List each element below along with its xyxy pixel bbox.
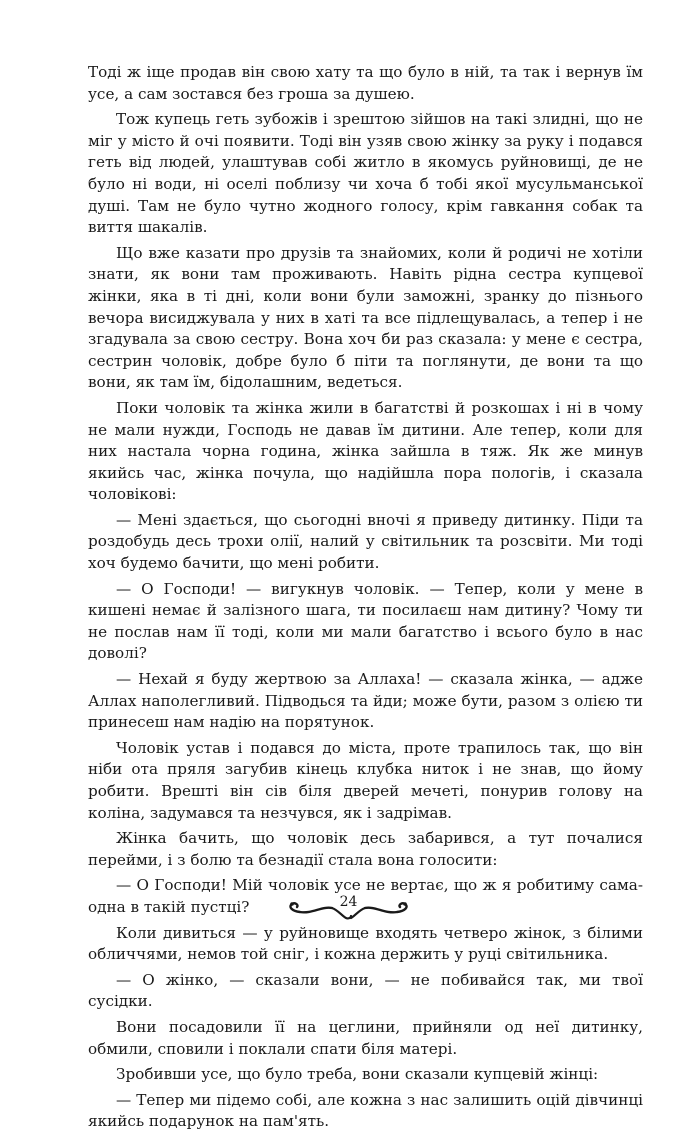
paragraph-1: Тоді ж іще продав він свою хату та що було в ній, та так і вернув їм усе, а сам зостався без гроша за душею. bbox=[88, 63, 643, 103]
page-footer bbox=[0, 894, 697, 934]
page-body bbox=[88, 62, 643, 1137]
paragraph-4: Поки чоловік та жінка жили в багатстві й розкошах і ні в чому не мали нужди, Господь не давав їм дитини. Але тепер, коли для них настала чорна година, жінка зайшла в тяж. Як же минув якийсь час, жінка почула, що надійшла пора пологів, і сказала чоловікові: bbox=[88, 398, 643, 504]
paragraph-3: Що вже казати про друзів та знайомих, коли й родичі не хотіли знати, як вони там проживають. Навіть рідна сестра купцевої жінки, яка в ті дні, коли вони були заможні, зранку до пізнього вечора висиджувала у них в хаті та все підлещувалась, а тепер і не згадувала за свою сестру. Вона хоч би раз сказала: у мене є сестра, сестрин чоловік, добре було б піти та поглянути, де вони та що вони, як там їм, бідолашним, ведеться. bbox=[88, 243, 643, 392]
paragraph-10: — О Господи! Мій чоловік усе не вертає, що ж я робитиму сама-одна в такій пустці? bbox=[88, 876, 643, 916]
paragraph-2: Тож купець геть зубожів і зрештою зійшов на такі злидні, що не міг у місто й очі появити. Тоді він узяв свою жінку за руку і подався геть від людей, улаштував собі житло в якомусь руйновищі, де не було ні води, ні оселі поблизу чи хоча б тобі якої мусульманської душі. Там не було чутно жодного голосу, крім гавкання собак та виття шакалів. bbox=[88, 110, 643, 237]
page-number: 24 bbox=[339, 894, 358, 910]
paragraph-12: — О жінко, — сказали вони, — не побивайся так, ми твої сусідки. bbox=[88, 970, 643, 1011]
paragraph-15: — Тепер ми підемо собі, але кожна з нас залишить оцій дівчинці якийсь подарунок на пам'ять. bbox=[88, 1090, 643, 1131]
paragraph-13: Вони посадовили її на цеглини, прийняли од неї дитинку, обмили, сповили і поклали спати біля матері. bbox=[88, 1017, 643, 1058]
paragraph-7: — Нехай я буду жертвою за Аллаха! — сказала жінка, — адже Аллах наполегливий. Підводься та йди; може бути, разом з олією ти принесеш нам надію на порятунок. bbox=[88, 670, 643, 732]
paragraph-14: Зробивши усе, що було треба, вони сказали купцевій жінці: bbox=[116, 1065, 599, 1084]
paragraph-9: Жінка бачить, що чоловік десь забарився, а тут почалися перейми, і з болю та безнадії стала вона голосити: bbox=[88, 829, 643, 869]
paragraph-6: — О Господи! — вигукнув чоловік. — Тепер, коли у мене в кишені немає й залізного шага, ти посилаєш нам дитину? Чому ти не послав нам її тоді, коли ми мали багатство і всього було в нас доволі? bbox=[88, 579, 643, 663]
paragraph-8: Чоловік устав і подався до міста, проте трапилось так, що він ніби ота пряля загубив кінець клубка ниток і не знав, що йому робити. Врешті він сів біля дверей мечеті, понурив голову на коліна, задумався та незчувся, як і задрімав. bbox=[88, 738, 643, 822]
paragraph-11: Коли дивиться — у руйновище входять четверо жінок, з білими обличчями, немов той сніг, і кожна держить у руці світильника. bbox=[88, 923, 643, 964]
paragraph-5: — Мені здається, що сьогодні вночі я приведу дитинку. Піди та роздобудь десь трохи олії, налий у світильник та розсвіти. Ми тоді хоч будемо бачити, що мені робити. bbox=[88, 510, 643, 573]
